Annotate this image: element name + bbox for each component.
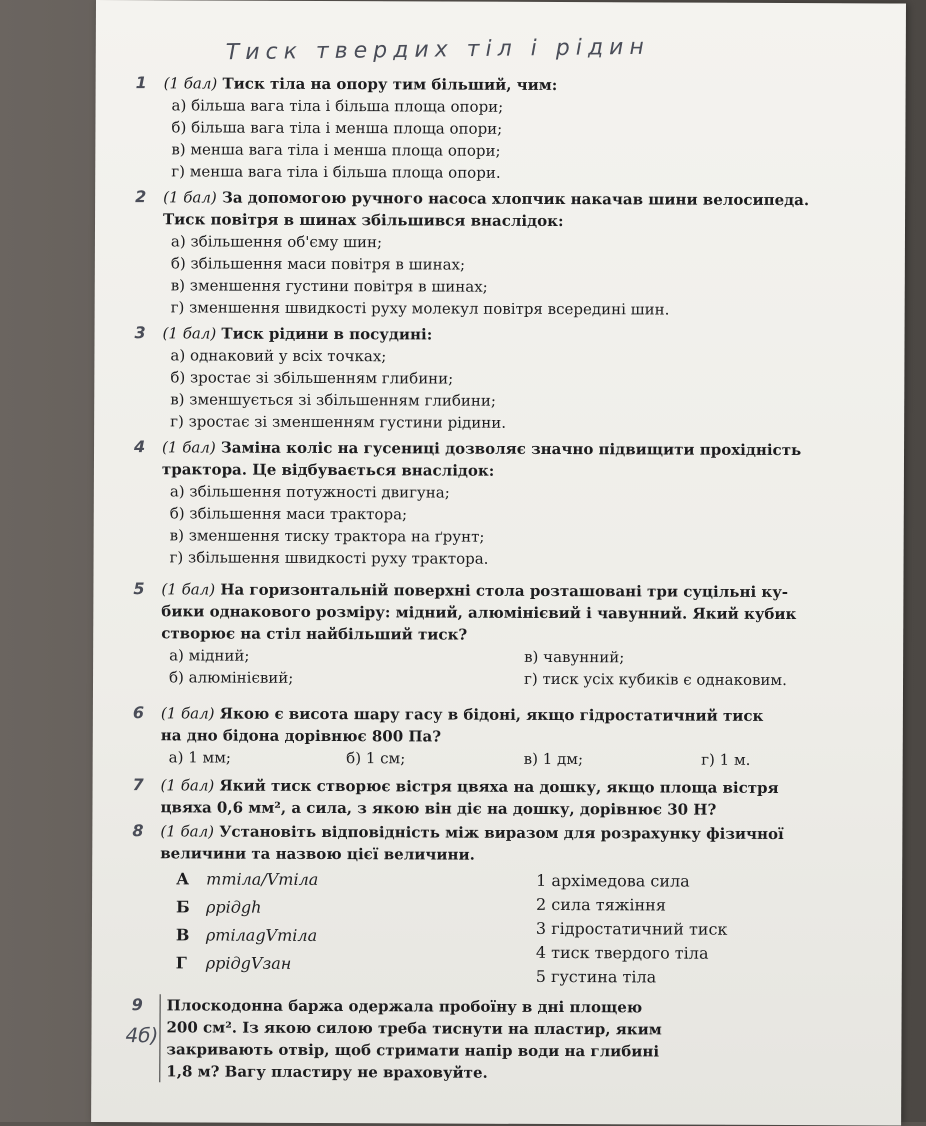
question-5: 5 (1 бал) На горизонтальній поверхні стола розташовані три суцільні ку- бики однакового розміру: мідний, алюмінієвий і чавунний. Який кубик створює на стіл найбільший тиск? а) мідний; в) чавунний; б) алюмінієвий; г) тиск усіх кубиків є однаковим. <box>133 578 879 691</box>
option: а) однаковий у всіх точках; <box>170 346 387 366</box>
option: б) алюмінієвий; <box>169 668 294 687</box>
question-3: 3 (1 бал) Тиск рідини в посудині: а) однаковий у всіх точках; б) зростає зі збільшенням глибини; в) зменшується зі збільшенням глибини; г) зростає зі зменшенням густини рідини. <box>134 322 880 435</box>
expression-row: Б ρрідgh <box>176 897 262 917</box>
option: г) зростає зі зменшенням густини рідини. <box>170 412 507 432</box>
expression-row: В ρтілаgVтіла <box>175 925 318 945</box>
option: б) збільшення маси трактора; <box>169 504 408 524</box>
option: б) 1 см; <box>346 749 406 768</box>
option: б) збільшення маси повітря в шинах; <box>170 254 466 274</box>
option: в) зменшується зі збільшенням глибини; <box>170 390 496 410</box>
option: в) чавунний; <box>524 647 625 667</box>
quantity-name: 2 сила тяжіння <box>536 894 666 915</box>
option: в) менша вага тіла і менша площа опори; <box>171 140 501 160</box>
option: а) збільшення потужності двигуна; <box>169 482 450 502</box>
option: б) зростає зі збільшенням глибини; <box>170 368 454 388</box>
question-9: 4б) 9 Плоскодонна баржа одержала пробоїну в дні площею 200 см². Із якою силою треба тиснути на пластир, яким закривають отвір, щоб стримати напір води на глибині 1,8 м? Вагу пластиру не враховуйте. <box>131 994 877 1085</box>
quantity-name: 1 архімедова сила <box>536 870 690 891</box>
question-6: 6 (1 бал) Якою є висота шару гасу в бідоні, якщо гідростатичний тиск на дно бідона дорівнює 800 Па? а) 1 мм; б) 1 см; в) 1 дм; г) 1 м. <box>133 702 879 771</box>
option: г) збільшення швидкості руху трактора. <box>169 548 489 568</box>
quantity-name: 4 тиск твердого тіла <box>535 942 709 963</box>
quantity-name: 3 гідростатичний тиск <box>535 918 728 939</box>
question-4: 4 (1 бал) Заміна коліс на гусениці дозволяє значно підвищити прохідність трактора. Це відбувається внаслідок: а) збільшення потужності двигуна; б) збільшення маси трактора; в) зменшення тиску трактора на ґрунт; г) збільшення швидкості руху трактора. <box>134 436 881 571</box>
question-8: 8 (1 бал) Установіть відповідність між виразом для розрахунку фізичної величини та назвою цієї величини. А mтіла/Vтіла Б ρрідgh В ρтілаgVтіла Г ρрідgVзан 1 архімедова сила 2 сила тяжіння 3 гідростатичний тиск 4 тиск твердого тіла 5 густина тіла <box>132 820 879 991</box>
handwritten-note: 4б) <box>125 1023 159 1048</box>
expression-row: Г ρрідgVзан <box>175 953 292 973</box>
option: а) мідний; <box>169 646 250 665</box>
option: г) зменшення швидкості руху молекул повітря всередині шин. <box>170 298 670 319</box>
option: г) тиск усіх кубиків є однаковим. <box>524 669 787 690</box>
quantity-name: 5 густина тіла <box>535 966 657 987</box>
option: а) 1 мм; <box>168 748 232 767</box>
matching-table <box>132 868 879 991</box>
option: а) більша вага тіла і більша площа опори; <box>171 96 504 116</box>
option: г) 1 м. <box>701 750 751 769</box>
option: в) зменшення тиску трактора на ґрунт; <box>169 526 485 546</box>
option: б) більша вага тіла і менша площа опори; <box>171 118 503 138</box>
question-1: 1 (1 бал) Тиск тіла на опору тим більший, чим: а) більша вага тіла і більша площа опори; б) більша вага тіла і менша площа опори; в) менша вага тіла і менша площа опори; г) менша вага тіла і більша площа опори. <box>135 72 881 185</box>
question-2: 2 (1 бал) За допомогою ручного насоса хлопчик накачав шини велосипеда. Тиск повітря в шинах збільшився внаслідок: а) збільшення об'єму шин; б) збільшення маси повітря в шинах; в) зменшення густини повітря в шинах; г) зменшення швидкості руху молекул повітря всередині шин. <box>135 186 882 321</box>
option: в) зменшення густини повітря в шинах; <box>170 276 488 296</box>
option: г) менша вага тіла і більша площа опори. <box>171 162 501 182</box>
expression-row: А mтіла/Vтіла <box>176 869 319 889</box>
page-title: Тиск твердих тіл і рідин <box>225 34 650 66</box>
test-sheet <box>91 0 906 1126</box>
option: а) збільшення об'єму шин; <box>170 232 383 252</box>
question-7: 7 (1 бал) Який тиск створює вістря цвяха на дошку, якщо площа вістря цвяха 0,6 мм², а сила, з якою він діє на дошку, дорівнює 30 Н? <box>132 775 779 819</box>
option: в) 1 дм; <box>523 749 584 769</box>
